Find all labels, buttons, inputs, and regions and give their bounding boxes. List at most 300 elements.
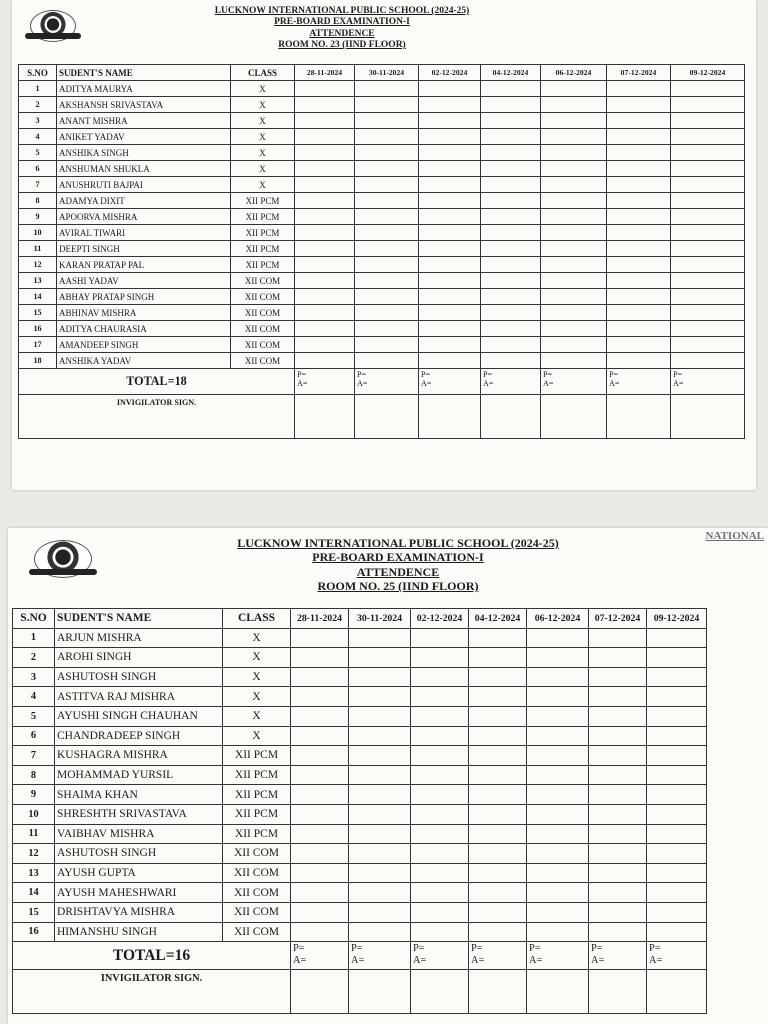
attendance-cell[interactable] xyxy=(411,785,469,805)
attendance-cell[interactable] xyxy=(295,257,355,273)
attendance-cell[interactable] xyxy=(419,305,481,321)
attendance-cell[interactable] xyxy=(349,726,411,746)
attendance-cell[interactable] xyxy=(481,353,541,369)
attendance-cell[interactable] xyxy=(481,97,541,113)
attendance-cell[interactable] xyxy=(541,97,607,113)
sign-cell[interactable] xyxy=(671,395,745,439)
student-name: AVIRAL TIWARI xyxy=(57,225,231,241)
attendance-cell[interactable] xyxy=(411,628,469,648)
attendance-cell[interactable] xyxy=(411,804,469,824)
attendance-cell[interactable] xyxy=(355,81,419,97)
student-name: ASHUTOSH SINGH xyxy=(55,667,223,687)
student-name: DEEPTI SINGH xyxy=(57,241,231,257)
attendance-cell[interactable] xyxy=(411,667,469,687)
attendance-cell[interactable] xyxy=(647,706,707,726)
attendance-cell[interactable] xyxy=(671,225,745,241)
attendance-cell[interactable] xyxy=(411,824,469,844)
attendance-cell[interactable] xyxy=(295,193,355,209)
attendance-cell[interactable] xyxy=(411,844,469,864)
present-label: P= xyxy=(351,943,363,955)
attendance-cell[interactable] xyxy=(355,97,419,113)
attendance-cell[interactable] xyxy=(469,726,527,746)
attendance-cell[interactable] xyxy=(469,628,527,648)
attendance-cell[interactable] xyxy=(411,863,469,883)
attendance-cell[interactable] xyxy=(295,177,355,193)
attendance-cell[interactable] xyxy=(295,209,355,225)
serial-number: 6 xyxy=(13,726,55,746)
attendance-cell[interactable] xyxy=(671,353,745,369)
attendance-cell[interactable] xyxy=(481,241,541,257)
attendance-cell[interactable] xyxy=(607,337,671,353)
attendance-cell[interactable] xyxy=(671,81,745,97)
attendance-cell[interactable] xyxy=(419,241,481,257)
present-label: P= xyxy=(293,943,305,955)
attendance-cell[interactable] xyxy=(647,804,707,824)
attendance-cell[interactable] xyxy=(469,667,527,687)
attendance-cell[interactable] xyxy=(647,648,707,668)
attendance-cell[interactable] xyxy=(527,824,589,844)
absent-label: A= xyxy=(351,954,365,966)
attendance-cell[interactable] xyxy=(671,273,745,289)
attendance-cell[interactable] xyxy=(671,145,745,161)
attendance-cell[interactable] xyxy=(411,687,469,707)
attendance-cell[interactable] xyxy=(295,353,355,369)
attendance-cell[interactable] xyxy=(419,209,481,225)
attendance-cell[interactable] xyxy=(469,804,527,824)
attendance-cell[interactable] xyxy=(671,321,745,337)
attendance-cell[interactable] xyxy=(527,863,589,883)
attendance-cell[interactable] xyxy=(541,305,607,321)
attendance-cell[interactable] xyxy=(419,97,481,113)
sign-cell[interactable] xyxy=(291,970,349,1014)
attendance-cell[interactable] xyxy=(355,273,419,289)
attendance-cell[interactable] xyxy=(291,863,349,883)
attendance-cell[interactable] xyxy=(607,129,671,145)
student-row xyxy=(19,129,745,145)
attendance-cell[interactable] xyxy=(541,161,607,177)
attendance-cell[interactable] xyxy=(291,687,349,707)
attendance-cell[interactable] xyxy=(527,726,589,746)
sign-cell[interactable] xyxy=(647,970,707,1014)
attendance-cell[interactable] xyxy=(349,706,411,726)
attendance-cell[interactable] xyxy=(527,687,589,707)
student-row xyxy=(19,305,745,321)
sno-header: S.NO xyxy=(13,609,55,629)
attendance-cell[interactable] xyxy=(541,353,607,369)
attendance-cell[interactable] xyxy=(481,273,541,289)
attendance-cell[interactable] xyxy=(481,177,541,193)
student-name: ANSHUMAN SHUKLA xyxy=(57,161,231,177)
attendance-cell[interactable] xyxy=(481,193,541,209)
attendance-cell[interactable] xyxy=(411,883,469,903)
attendance-cell[interactable] xyxy=(671,241,745,257)
attendance-cell[interactable] xyxy=(527,922,589,942)
attendance-cell[interactable] xyxy=(295,241,355,257)
attendance-cell[interactable] xyxy=(295,161,355,177)
student-name: ANSHIKA YADAV xyxy=(57,353,231,369)
attendance-cell[interactable] xyxy=(355,225,419,241)
attendance-cell[interactable] xyxy=(481,161,541,177)
serial-number: 3 xyxy=(13,667,55,687)
attendance-cell[interactable] xyxy=(607,321,671,337)
student-class: X xyxy=(231,81,295,97)
sheet-heading xyxy=(162,6,522,52)
attendance-cell[interactable] xyxy=(295,289,355,305)
student-class: X xyxy=(223,726,291,746)
attendance-cell[interactable] xyxy=(349,746,411,766)
attendance-table xyxy=(18,64,745,439)
attendance-cell[interactable] xyxy=(295,305,355,321)
sign-cell[interactable] xyxy=(411,970,469,1014)
attendance-cell[interactable] xyxy=(671,161,745,177)
attendance-cell[interactable] xyxy=(291,824,349,844)
attendance-cell[interactable] xyxy=(349,687,411,707)
attendance-cell[interactable] xyxy=(411,726,469,746)
attendance-cell[interactable] xyxy=(589,726,647,746)
attendance-cell[interactable] xyxy=(589,804,647,824)
student-class: XII COM xyxy=(223,922,291,942)
attendance-cell[interactable] xyxy=(349,824,411,844)
school-name: LUCKNOW INTERNATIONAL PUBLIC SCHOOL (2024-25) xyxy=(237,536,559,550)
attendance-cell[interactable] xyxy=(589,648,647,668)
attendance-cell[interactable] xyxy=(291,844,349,864)
attendance-cell[interactable] xyxy=(291,706,349,726)
present-label: P= xyxy=(609,370,619,379)
attendance-cell[interactable] xyxy=(607,273,671,289)
attendance-cell[interactable] xyxy=(469,883,527,903)
student-row xyxy=(13,726,707,746)
attendance-cell[interactable] xyxy=(589,746,647,766)
attendance-cell[interactable] xyxy=(607,161,671,177)
attendance-cell[interactable] xyxy=(291,648,349,668)
attendance-cell[interactable] xyxy=(647,667,707,687)
attendance-cell[interactable] xyxy=(481,321,541,337)
attendance-cell[interactable] xyxy=(541,321,607,337)
present-label: P= xyxy=(421,370,431,379)
student-row xyxy=(19,289,745,305)
attendance-cell[interactable] xyxy=(295,113,355,129)
attendance-cell[interactable] xyxy=(355,257,419,273)
attendance-cell[interactable] xyxy=(589,765,647,785)
student-name: DRISHTAVYA MISHRA xyxy=(55,902,223,922)
attendance-cell[interactable] xyxy=(589,883,647,903)
present-absent-cell xyxy=(527,942,589,970)
attendance-cell[interactable] xyxy=(419,145,481,161)
attendance-cell[interactable] xyxy=(355,193,419,209)
attendance-cell[interactable] xyxy=(541,113,607,129)
attendance-cell[interactable] xyxy=(291,785,349,805)
sign-cell[interactable] xyxy=(295,395,355,439)
student-name: HIMANSHU SINGH xyxy=(55,922,223,942)
attendance-cell[interactable] xyxy=(527,883,589,903)
attendance-cell[interactable] xyxy=(349,922,411,942)
attendance-cell[interactable] xyxy=(349,844,411,864)
attendance-cell[interactable] xyxy=(295,81,355,97)
attendance-cell[interactable] xyxy=(481,305,541,321)
attendance-cell[interactable] xyxy=(607,113,671,129)
attendance-cell[interactable] xyxy=(541,225,607,241)
attendance-cell[interactable] xyxy=(607,193,671,209)
sign-cell[interactable] xyxy=(349,970,411,1014)
attendance-cell[interactable] xyxy=(355,161,419,177)
attendance-cell[interactable] xyxy=(541,177,607,193)
attendance-cell[interactable] xyxy=(419,321,481,337)
attendance-cell[interactable] xyxy=(607,289,671,305)
attendance-cell[interactable] xyxy=(411,765,469,785)
attendance-cell[interactable] xyxy=(647,785,707,805)
attendance-cell[interactable] xyxy=(527,765,589,785)
attendance-cell[interactable] xyxy=(527,706,589,726)
attendance-cell[interactable] xyxy=(419,225,481,241)
attendance-cell[interactable] xyxy=(355,337,419,353)
attendance-cell[interactable] xyxy=(419,161,481,177)
student-class: XII COM xyxy=(231,337,295,353)
attendance-cell[interactable] xyxy=(647,726,707,746)
attendance-cell[interactable] xyxy=(349,648,411,668)
attendance-cell[interactable] xyxy=(589,863,647,883)
attendance-cell[interactable] xyxy=(355,241,419,257)
student-class: XII PCM xyxy=(223,765,291,785)
attendance-cell[interactable] xyxy=(607,225,671,241)
attendance-cell[interactable] xyxy=(607,97,671,113)
student-row xyxy=(13,922,707,942)
attendance-cell[interactable] xyxy=(589,785,647,805)
sign-cell[interactable] xyxy=(607,395,671,439)
attendance-cell[interactable] xyxy=(411,922,469,942)
attendance-cell[interactable] xyxy=(527,804,589,824)
attendance-cell[interactable] xyxy=(355,113,419,129)
attendance-cell[interactable] xyxy=(671,305,745,321)
attendance-cell[interactable] xyxy=(527,844,589,864)
attendance-cell[interactable] xyxy=(527,902,589,922)
sign-cell[interactable] xyxy=(355,395,419,439)
attendance-cell[interactable] xyxy=(469,687,527,707)
serial-number: 10 xyxy=(19,225,57,241)
attendance-cell[interactable] xyxy=(295,129,355,145)
attendance-cell[interactable] xyxy=(481,113,541,129)
attendance-cell[interactable] xyxy=(607,353,671,369)
sign-cell[interactable] xyxy=(541,395,607,439)
absent-label: A= xyxy=(609,379,620,389)
attendance-cell[interactable] xyxy=(647,883,707,903)
attendance-cell[interactable] xyxy=(541,337,607,353)
attendance-cell[interactable] xyxy=(349,804,411,824)
attendance-cell[interactable] xyxy=(481,257,541,273)
attendance-cell[interactable] xyxy=(647,922,707,942)
attendance-cell[interactable] xyxy=(481,209,541,225)
student-class: XII PCM xyxy=(223,804,291,824)
attendance-cell[interactable] xyxy=(291,804,349,824)
attendance-cell[interactable] xyxy=(349,667,411,687)
attendance-cell[interactable] xyxy=(355,353,419,369)
attendance-cell[interactable] xyxy=(349,765,411,785)
attendance-cell[interactable] xyxy=(647,746,707,766)
attendance-cell[interactable] xyxy=(541,273,607,289)
attendance-cell[interactable] xyxy=(291,902,349,922)
attendance-cell[interactable] xyxy=(541,81,607,97)
student-class: X xyxy=(223,648,291,668)
serial-number: 9 xyxy=(13,785,55,805)
attendance-cell[interactable] xyxy=(419,129,481,145)
attendance-cell[interactable] xyxy=(481,129,541,145)
attendance-cell[interactable] xyxy=(607,177,671,193)
attendance-cell[interactable] xyxy=(469,706,527,726)
attendance-cell[interactable] xyxy=(589,687,647,707)
attendance-cell[interactable] xyxy=(671,113,745,129)
attendance-cell[interactable] xyxy=(469,863,527,883)
serial-number: 3 xyxy=(19,113,57,129)
attendance-cell[interactable] xyxy=(419,289,481,305)
attendance-cell[interactable] xyxy=(411,902,469,922)
present-label: P= xyxy=(649,943,661,955)
attendance-cell[interactable] xyxy=(295,273,355,289)
attendance-cell[interactable] xyxy=(589,706,647,726)
attendance-cell[interactable] xyxy=(589,902,647,922)
student-row xyxy=(13,687,707,707)
student-row xyxy=(19,337,745,353)
attendance-cell[interactable] xyxy=(349,883,411,903)
attendance-cell[interactable] xyxy=(541,129,607,145)
attendance-cell[interactable] xyxy=(589,824,647,844)
sign-cell[interactable] xyxy=(419,395,481,439)
student-row xyxy=(13,883,707,903)
attendance-cell[interactable] xyxy=(419,81,481,97)
attendance-cell[interactable] xyxy=(541,145,607,161)
absent-label: A= xyxy=(529,954,543,966)
attendance-cell[interactable] xyxy=(355,145,419,161)
attendance-cell[interactable] xyxy=(291,628,349,648)
attendance-cell[interactable] xyxy=(411,648,469,668)
attendance-cell[interactable] xyxy=(419,257,481,273)
attendance-cell[interactable] xyxy=(469,746,527,766)
attendance-cell[interactable] xyxy=(589,844,647,864)
attendance-cell[interactable] xyxy=(527,628,589,648)
attendance-cell[interactable] xyxy=(295,97,355,113)
attendance-cell[interactable] xyxy=(541,241,607,257)
attendance-cell[interactable] xyxy=(295,337,355,353)
attendance-cell[interactable] xyxy=(481,337,541,353)
attendance-cell[interactable] xyxy=(411,746,469,766)
attendance-cell[interactable] xyxy=(481,289,541,305)
attendance-cell[interactable] xyxy=(541,193,607,209)
attendance-cell[interactable] xyxy=(481,225,541,241)
attendance-cell[interactable] xyxy=(411,706,469,726)
attendance-cell[interactable] xyxy=(291,667,349,687)
absent-label: A= xyxy=(471,954,485,966)
attendance-cell[interactable] xyxy=(671,257,745,273)
attendance-cell[interactable] xyxy=(291,746,349,766)
attendance-cell[interactable] xyxy=(527,746,589,766)
attendance-cell[interactable] xyxy=(647,824,707,844)
attendance-cell[interactable] xyxy=(419,177,481,193)
attendance-cell[interactable] xyxy=(355,289,419,305)
attendance-cell[interactable] xyxy=(481,145,541,161)
present-absent-cell xyxy=(469,942,527,970)
attendance-cell[interactable] xyxy=(355,177,419,193)
attendance-cell[interactable] xyxy=(291,765,349,785)
attendance-cell[interactable] xyxy=(671,289,745,305)
attendance-cell[interactable] xyxy=(419,273,481,289)
attendance-cell[interactable] xyxy=(607,209,671,225)
attendance-cell[interactable] xyxy=(349,628,411,648)
attendance-cell[interactable] xyxy=(589,628,647,648)
attendance-cell[interactable] xyxy=(469,785,527,805)
attendance-cell[interactable] xyxy=(349,785,411,805)
attendance-cell[interactable] xyxy=(671,337,745,353)
attendance-cell[interactable] xyxy=(541,257,607,273)
sign-cell[interactable] xyxy=(469,970,527,1014)
attendance-cell[interactable] xyxy=(671,209,745,225)
student-class: XII PCM xyxy=(231,257,295,273)
attendance-cell[interactable] xyxy=(541,209,607,225)
attendance-cell[interactable] xyxy=(527,785,589,805)
attendance-cell[interactable] xyxy=(607,81,671,97)
student-name: AYUSHI SINGH CHAUHAN xyxy=(55,706,223,726)
attendance-cell[interactable] xyxy=(295,225,355,241)
attendance-cell[interactable] xyxy=(349,863,411,883)
attendance-cell[interactable] xyxy=(295,321,355,337)
attendance-cell[interactable] xyxy=(349,902,411,922)
attendance-cell[interactable] xyxy=(469,648,527,668)
attendance-cell[interactable] xyxy=(607,257,671,273)
attendance-cell[interactable] xyxy=(527,648,589,668)
attendance-cell[interactable] xyxy=(469,844,527,864)
attendance-cell[interactable] xyxy=(355,305,419,321)
attendance-cell[interactable] xyxy=(419,193,481,209)
attendance-cell[interactable] xyxy=(527,667,589,687)
attendance-cell[interactable] xyxy=(647,863,707,883)
attendance-cell[interactable] xyxy=(671,129,745,145)
attendance-cell[interactable] xyxy=(469,824,527,844)
attendance-cell[interactable] xyxy=(671,193,745,209)
serial-number: 5 xyxy=(19,145,57,161)
attendance-cell[interactable] xyxy=(295,145,355,161)
sign-cell[interactable] xyxy=(481,395,541,439)
attendance-cell[interactable] xyxy=(647,628,707,648)
sign-cell[interactable] xyxy=(589,970,647,1014)
attendance-cell[interactable] xyxy=(469,922,527,942)
attendance-cell[interactable] xyxy=(607,241,671,257)
attendance-cell[interactable] xyxy=(607,145,671,161)
attendance-cell[interactable] xyxy=(607,305,671,321)
sign-cell[interactable] xyxy=(527,970,589,1014)
attendance-cell[interactable] xyxy=(355,321,419,337)
attendance-cell[interactable] xyxy=(671,97,745,113)
attendance-cell[interactable] xyxy=(419,353,481,369)
serial-number: 8 xyxy=(13,765,55,785)
attendance-cell[interactable] xyxy=(589,922,647,942)
attendance-cell[interactable] xyxy=(647,765,707,785)
attendance-cell[interactable] xyxy=(671,177,745,193)
attendance-cell[interactable] xyxy=(481,81,541,97)
attendance-cell[interactable] xyxy=(355,209,419,225)
attendance-cell[interactable] xyxy=(291,922,349,942)
attendance-cell[interactable] xyxy=(291,883,349,903)
attendance-cell[interactable] xyxy=(419,113,481,129)
attendance-cell[interactable] xyxy=(469,765,527,785)
present-absent-cell xyxy=(541,369,607,395)
attendance-cell[interactable] xyxy=(419,337,481,353)
present-absent-cell xyxy=(481,369,541,395)
attendance-cell[interactable] xyxy=(469,902,527,922)
attendance-cell[interactable] xyxy=(589,667,647,687)
attendance-cell[interactable] xyxy=(541,289,607,305)
attendance-cell[interactable] xyxy=(647,902,707,922)
attendance-cell[interactable] xyxy=(291,726,349,746)
attendance-cell[interactable] xyxy=(647,687,707,707)
attendance-cell[interactable] xyxy=(355,129,419,145)
attendance-cell[interactable] xyxy=(647,844,707,864)
